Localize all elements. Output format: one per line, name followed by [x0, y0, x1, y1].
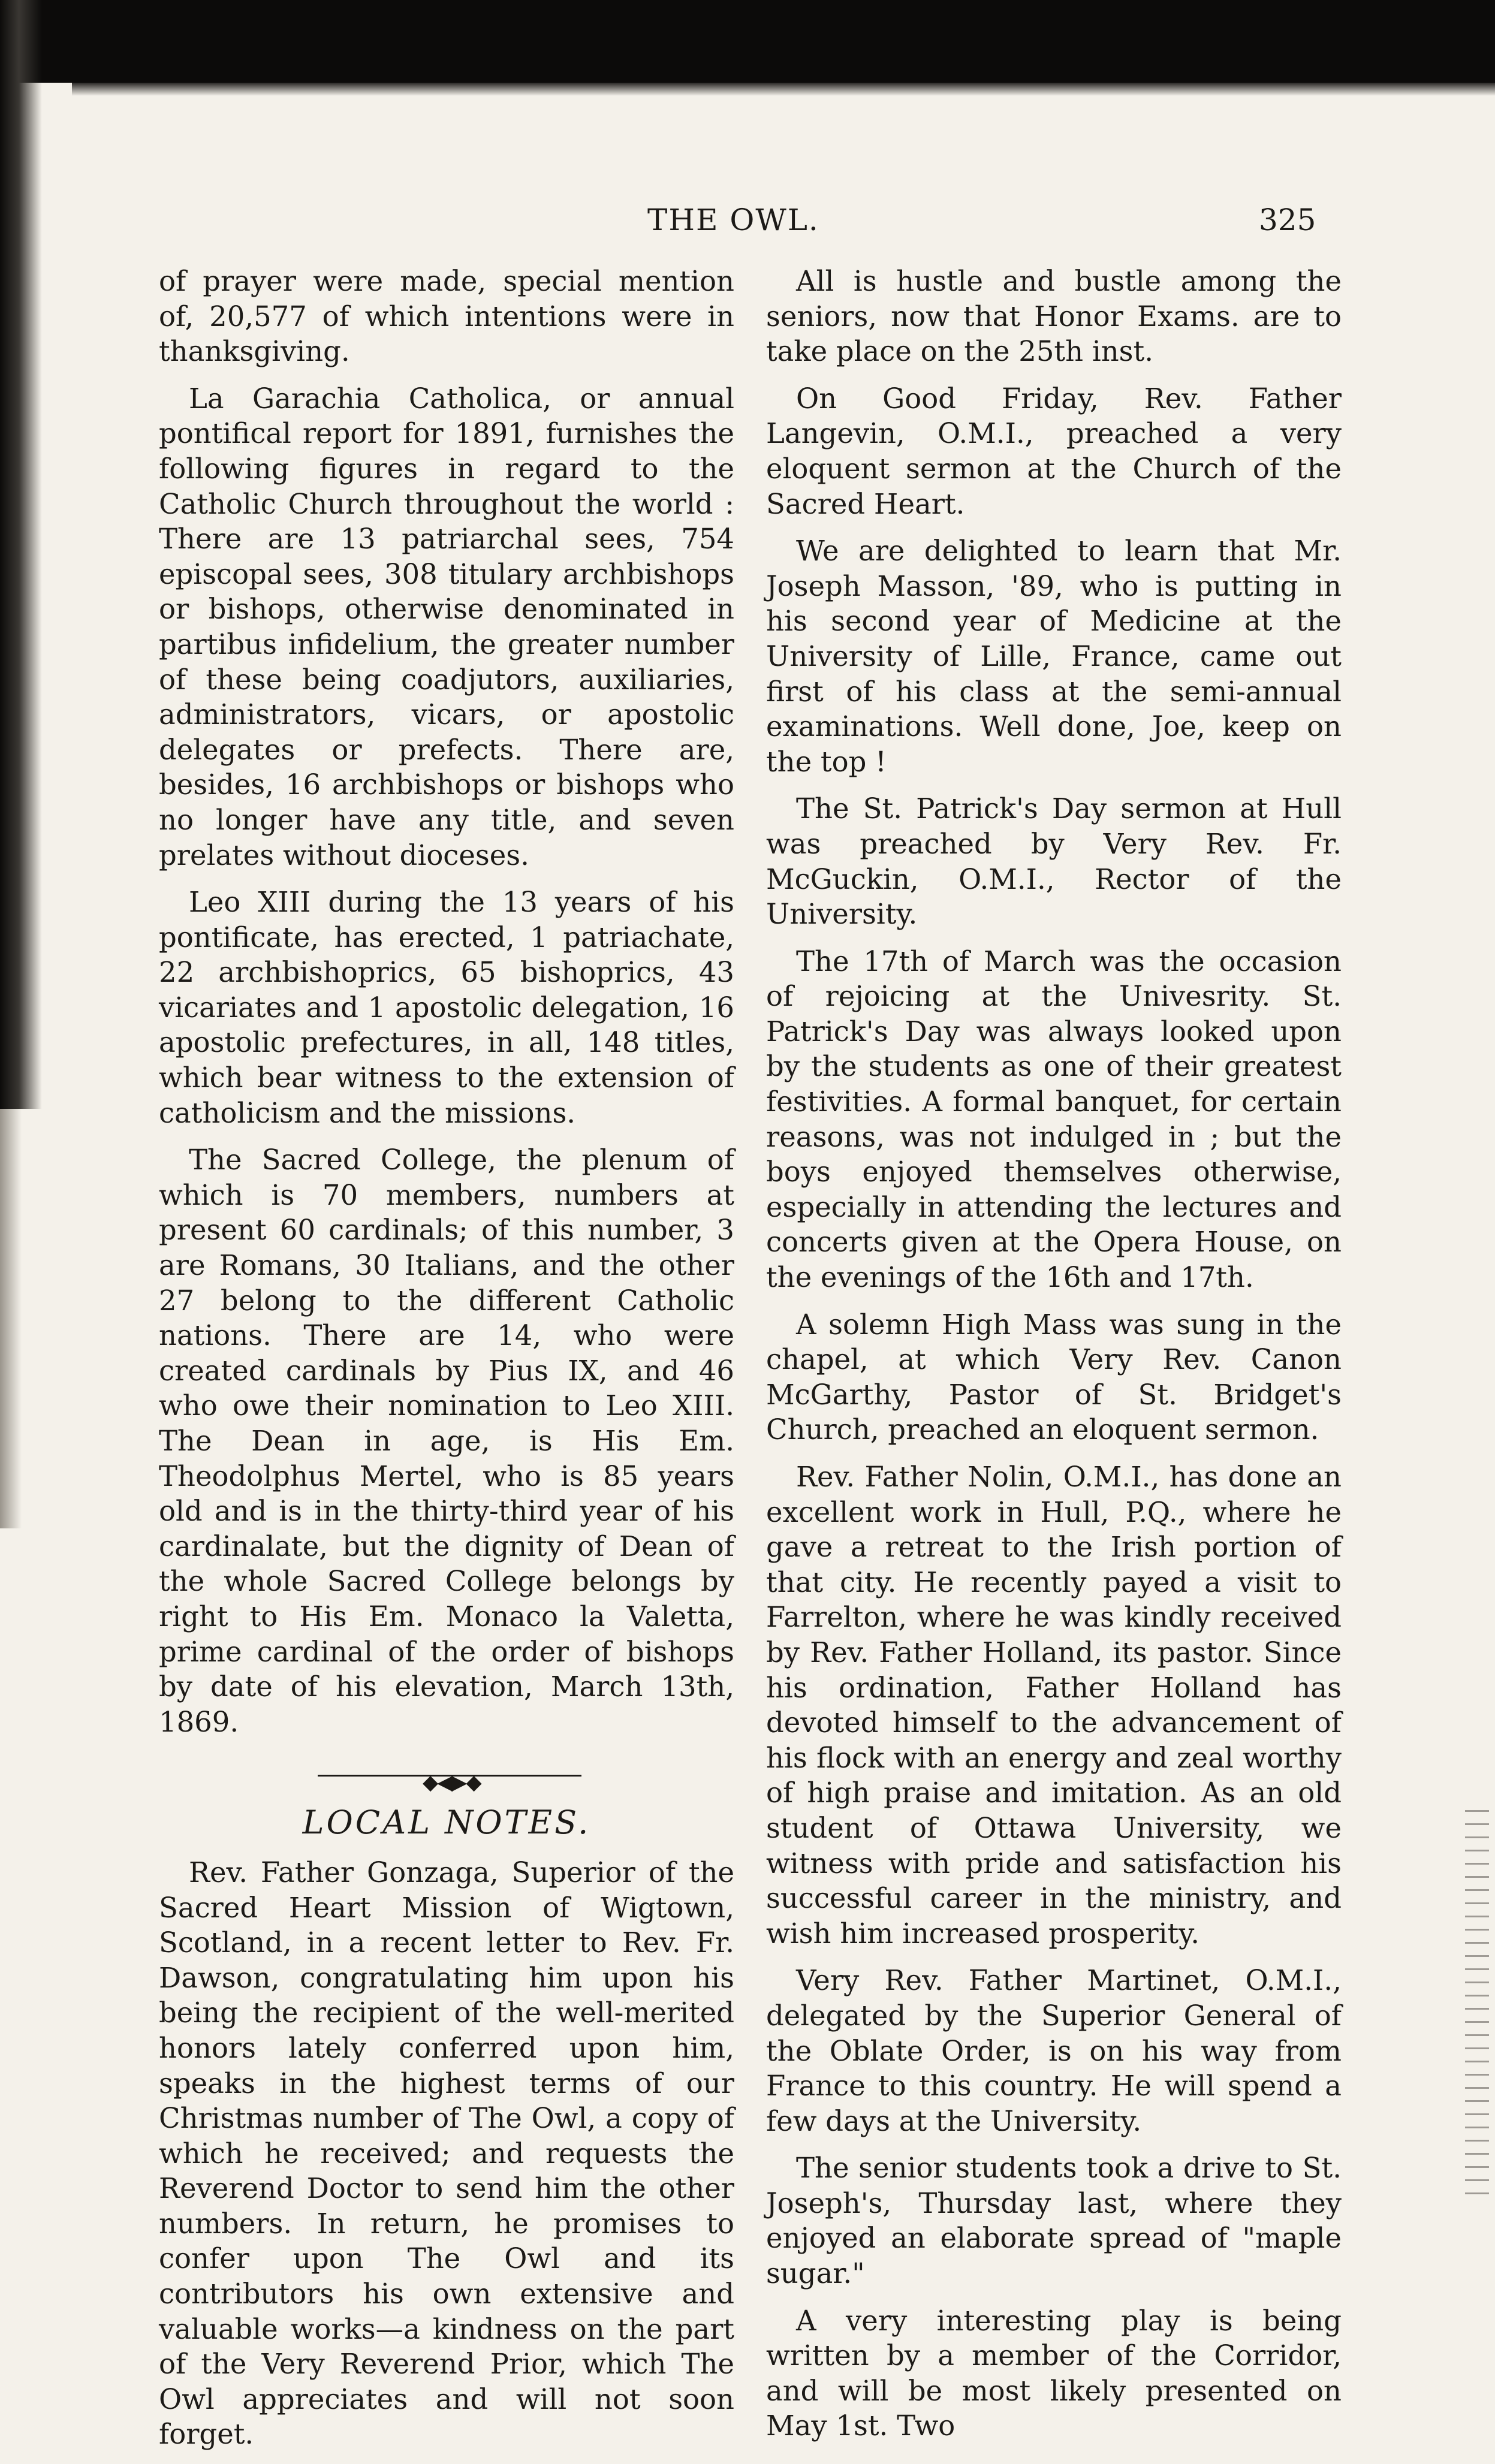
running-head	[0, 203, 1495, 245]
paragraph: A solemn High Mass was sung in the chapel, at which Very Rev. Canon McGarthy, Pastor of St. Bridget's Church, preached an eloquent sermon.	[766, 1308, 1342, 1446]
paragraph: The Sacred College, the plenum of which is 70 members, numbers at present 60 cardinals; of this number, 3 are Romans, 30 Italians, and the other 27 belong to the different Catholic nations. There are 14, who were created cardinals by Pius IX, and 46 who owe their nomination to Leo XIII. The Dean in age, is His Em. Theodolphus Mertel, who is 85 years old and is in the thirty-third year of his cardinalate, but the dignity of Dean of the whole Sacred College belongs by right to His Em. Monaco la Valetta, prime cardinal of the order of bishops by date of his elevation, March 13th, 1869.	[159, 1144, 734, 1738]
paragraph: La Garachia Catholica, or annual pontifical report for 1891, furnishes the following figures in regard to the Catholic Church throughout the world : There are 13 patriarchal sees, 754 episcopal sees, 308 titulary archbishops or bishops, otherwise denominated in partibus infidelium, the greater number of these being coadjutors, auxiliaries, administrators, vicars, or apostolic delegates or prefects. There are, besides, 16 archbishops or bishops who no longer have any title, and seven prelates without dioceses.	[159, 382, 734, 871]
paragraph: On Good Friday, Rev. Father Langevin, O.M.I., preached a very eloquent sermon at the Church of the Sacred Heart.	[766, 382, 1342, 520]
left-column	[159, 264, 734, 2464]
paragraph: All is hustle and bustle among the seniors, now that Honor Exams. are to take place on the 25th inst.	[766, 265, 1342, 368]
paragraph: Leo XIII during the 13 years of his pontificate, has erected, 1 patriachate, 22 archbishoprics, 65 bishoprics, 43 vicariates and 1 apostolic delegation, 16 apostolic prefectures, in all, 148 titles, which bear witness to the extension of catholicism and the missions.	[159, 886, 734, 1129]
scan-right-specks	[1465, 1810, 1489, 2206]
scan-left-edge-lower	[0, 1109, 22, 1528]
scan-left-edge	[0, 0, 42, 1109]
paragraph: The St. Patrick's Day sermon at Hull was preached by Very Rev. Fr. McGuckin, O.M.I., Rector of the University.	[766, 792, 1342, 931]
page-number: 325	[1259, 203, 1316, 237]
paragraph: Rev. Father Nolin, O.M.I., has done an excellent work in Hull, P.Q., where he gave a retreat to the Irish portion of that city. He recently payed a visit to Farrelton, where he was kindly received by Rev. Father Holland, its pastor. Since his ordination, Father Holland has devoted himself to the advancement of his flock with an energy and zeal worthy of high praise and imitation. As an old student of Ottawa University, we witness with pride and satisfaction his successful career in the ministry, and wish him increased prosperity.	[766, 1461, 1342, 1950]
paragraph: Rev. Father Gonzaga, Superior of the Sacred Heart Mission of Wigtown, Scotland, in a recent letter to Rev. Fr. Dawson, congratulating him upon his being the recipient of the well-merited honors lately conferred upon him, speaks in the highest terms of our Christmas number of The Owl, a copy of which he received; and requests the Reverend Doctor to send him the other numbers. In return, he promises to confer upon The Owl and its contributors his own extensive and valuable works—a kindness on the part of the Very Reverend Prior, which The Owl appreciates and will not soon forget.	[159, 1856, 734, 2451]
paragraph: of prayer were made, special mention of, 20,577 of which intentions were in thanksgiving.	[159, 265, 734, 368]
section-heading: LOCAL NOTES.	[302, 1803, 591, 1842]
divider-ornament-icon: ◆◀▶◆	[423, 1771, 481, 1795]
paragraph: The senior students took a drive to St. Joseph's, Thursday last, where they enjoyed an elaborate spread of "maple sugar."	[766, 2152, 1342, 2290]
paragraph: We are delighted to learn that Mr. Joseph Masson, '89, who is putting in his second year of Medicine at the University of Lille, France, came out first of his class at the semi-annual examinations. Well done, Joe, keep on the top !	[766, 535, 1342, 778]
journal-title: THE OWL.	[647, 203, 819, 237]
right-column	[766, 264, 1342, 2456]
paragraph: The 17th of March was the occasion of rejoicing at the Univesrity. St. Patrick's Day was always looked upon by the students as one of their greatest festivities. A formal banquet, for certain reasons, was not indulged in ; but the boys enjoyed themselves otherwise, especially in attending the lectures and concerts given at the Opera House, on the evenings of the 16th and 17th.	[766, 945, 1342, 1294]
paragraph: Very Rev. Father Martinet, O.M.I., delegated by the Superior General of the Oblate Order, is on his way from France to this country. He will spend a few days at the University.	[766, 1964, 1342, 2137]
scan-top-border	[0, 0, 1495, 83]
section-divider	[159, 1763, 734, 1795]
paragraph: A very interesting play is being written by a member of the Corridor, and will be most likely presented on May 1st. Two	[766, 2304, 1342, 2442]
scan-top-shadow	[72, 83, 1495, 96]
